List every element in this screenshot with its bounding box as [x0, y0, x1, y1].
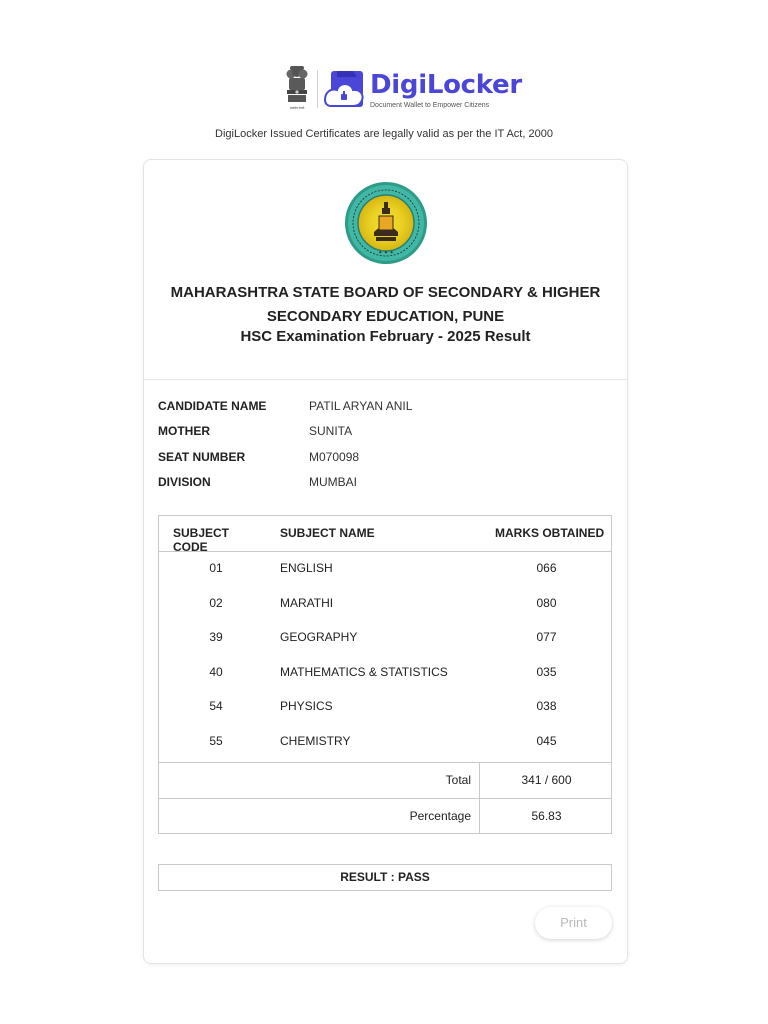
board-seal-icon [344, 180, 428, 266]
board-name-line1: MAHARASHTRA STATE BOARD OF SECONDARY & HIGHER [170, 284, 601, 301]
certificate-header [144, 160, 627, 380]
marks-table [158, 515, 612, 834]
subject-marks: 035 [536, 664, 557, 679]
result-status: RESULT : PASS [158, 864, 612, 891]
exam-title: HSC Examination February - 2025 Result [240, 328, 531, 345]
subject-marks: 038 [536, 699, 557, 713]
mother-name-row [158, 423, 598, 448]
subject-name: PHYSICS [280, 699, 333, 713]
table-row [159, 656, 611, 691]
seat-number-row [158, 449, 598, 474]
info-value: MUMBAI [309, 474, 357, 489]
subject-marks: 080 [536, 595, 557, 610]
column-header-subject-code: SUBJECT CODE [173, 526, 230, 554]
subject-code: 02 [209, 595, 223, 610]
subject-name: CHEMISTRY [280, 733, 351, 748]
legal-validity-note: DigiLocker Issued Certificates are legally valid as per the IT Act, 2000 [215, 128, 553, 140]
subject-name: GEOGRAPHY [280, 630, 358, 644]
division-row [158, 474, 598, 499]
percentage-value: 56.83 [531, 808, 562, 823]
subject-code: 40 [209, 664, 223, 679]
digilocker-cloud-icon [323, 68, 367, 110]
subject-name: MATHEMATICS & STATISTICS [280, 664, 448, 679]
percentage-row [159, 798, 611, 834]
table-row [159, 725, 611, 760]
svg-text:✦ ✦ ✦: ✦ ✦ ✦ [378, 250, 394, 256]
board-name-line2: SECONDARY EDUCATION, PUNE [266, 307, 505, 325]
brand-tagline: Document Wallet to Empower Citizens [370, 102, 490, 109]
print-button[interactable]: Print [535, 907, 612, 939]
result-certificate-card [143, 159, 628, 964]
subject-marks: 077 [536, 630, 557, 644]
info-label: MOTHER [158, 424, 210, 439]
total-label: Total [159, 763, 480, 798]
info-label: CANDIDATE NAME [158, 399, 267, 413]
subject-code: 54 [209, 699, 223, 713]
marks-table-header [159, 516, 611, 552]
subject-marks: 066 [536, 561, 557, 575]
column-header-marks-obtained: MARKS OBTAINED [495, 526, 605, 540]
total-row [159, 762, 611, 798]
table-row [159, 690, 611, 725]
logo-divider [317, 70, 318, 108]
info-label: DIVISION [158, 474, 211, 489]
subject-name: MARATHI [280, 595, 334, 610]
table-row [159, 587, 611, 622]
candidate-name-row [158, 398, 598, 423]
subject-code: 55 [209, 733, 223, 748]
emblem-caption: सत्यमेव जयते [289, 106, 305, 110]
percentage-label: Percentage [159, 799, 480, 834]
subject-name: ENGLISH [280, 561, 333, 575]
total-value: 341 / 600 [521, 773, 572, 787]
info-label: SEAT NUMBER [158, 449, 246, 464]
marks-table-body [159, 552, 611, 762]
info-value: SUNITA [309, 424, 353, 439]
digilocker-logo [281, 64, 522, 114]
info-value: M070098 [309, 449, 360, 464]
column-header-subject-name: SUBJECT NAME [280, 526, 375, 540]
brand-name: DigiLocker [370, 70, 522, 100]
table-row [159, 621, 611, 656]
subject-code: 39 [209, 630, 223, 644]
national-emblem-icon [281, 64, 313, 112]
table-row [159, 552, 611, 587]
info-value: PATIL ARYAN ANIL [309, 399, 413, 413]
candidate-info [158, 398, 598, 499]
board-name [154, 281, 617, 328]
subject-marks: 045 [536, 733, 557, 748]
subject-code: 01 [209, 561, 223, 575]
